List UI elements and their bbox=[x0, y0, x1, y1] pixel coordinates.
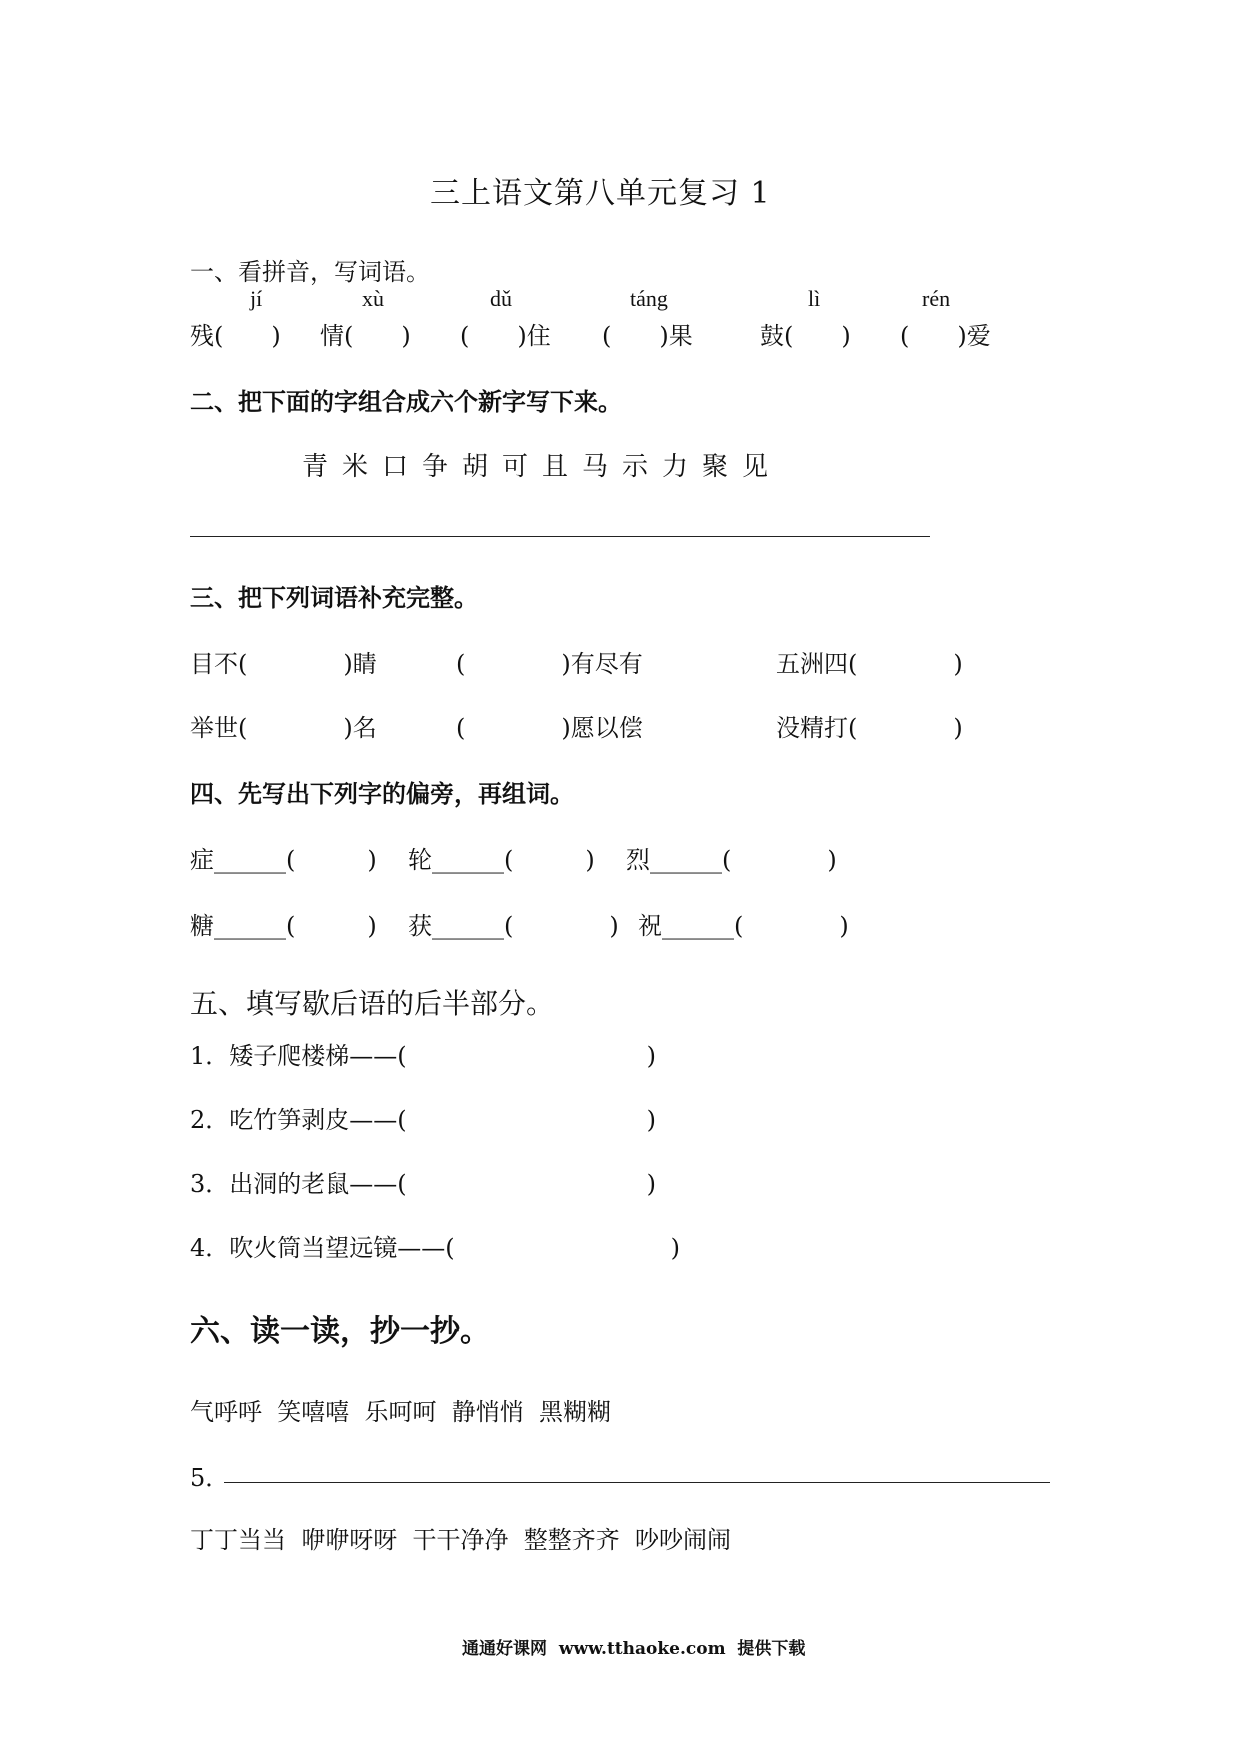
radical-blank-2[interactable]: 轮______( ) bbox=[408, 846, 595, 874]
radical-blank-6[interactable]: 祝______( ) bbox=[638, 912, 849, 940]
section-3-heading: 三、把下列词语补充完整。 bbox=[190, 583, 478, 612]
answer-line-section-6[interactable] bbox=[224, 1482, 1050, 1483]
idiom-blank-3[interactable]: 五洲四( ) bbox=[776, 650, 963, 678]
radical-blank-3[interactable]: 烈______( ) bbox=[626, 846, 837, 874]
idiom-blank-6[interactable]: 没精打( ) bbox=[776, 714, 963, 742]
idiom-blank-2[interactable]: ( )有尽有 bbox=[456, 650, 643, 678]
answer-line-number: 5． bbox=[190, 1464, 230, 1492]
component-characters: 青米口争胡可且马示力聚见 bbox=[302, 452, 783, 482]
pinyin-2: xù bbox=[362, 286, 384, 311]
section-6-heading: 六、读一读，抄一抄。 bbox=[190, 1314, 490, 1349]
radical-blank-5[interactable]: 获______( ) bbox=[408, 912, 619, 940]
xiehouyu-item-3[interactable]: 3．出洞的老鼠——( ) bbox=[190, 1170, 656, 1198]
pinyin-blank-1[interactable]: 残( ) bbox=[190, 322, 281, 350]
pinyin-blank-2[interactable]: 情( ) bbox=[320, 322, 411, 350]
idiom-blank-1[interactable]: 目不( )睛 bbox=[190, 650, 377, 678]
idiom-blank-4[interactable]: 举世( )名 bbox=[190, 714, 377, 742]
section-5-heading: 五、填写歇后语的后半部分。 bbox=[190, 987, 555, 1020]
answer-line-section-2[interactable] bbox=[190, 536, 930, 537]
copy-words-line-2: 丁丁当当 咿咿呀呀 干干净净 整整齐齐 吵吵闹闹 bbox=[190, 1526, 732, 1554]
section-4-heading: 四、先写出下列字的偏旁，再组词。 bbox=[190, 779, 574, 808]
pinyin-4: táng bbox=[630, 286, 668, 311]
copy-words-line-1: 气呼呼 笑嘻嘻 乐呵呵 静悄悄 黑糊糊 bbox=[190, 1398, 612, 1426]
footer-source: 通通好课网 www.tthaoke.com 提供下载 bbox=[462, 1639, 806, 1659]
pinyin-6: rén bbox=[922, 286, 951, 311]
pinyin-3: dǔ bbox=[490, 286, 512, 311]
xiehouyu-item-4[interactable]: 4．吹火筒当望远镜——( ) bbox=[190, 1234, 680, 1262]
section-1-heading: 一、看拼音，写词语。 bbox=[190, 258, 430, 286]
pinyin-blank-5[interactable]: 鼓( ) bbox=[760, 322, 851, 350]
section-2-heading: 二、把下面的字组合成六个新字写下来。 bbox=[190, 387, 622, 416]
pinyin-1: jí bbox=[250, 286, 263, 311]
xiehouyu-item-2[interactable]: 2．吃竹笋剥皮——( ) bbox=[190, 1106, 656, 1134]
radical-blank-4[interactable]: 糖______( ) bbox=[190, 912, 377, 940]
pinyin-5: lì bbox=[808, 286, 821, 311]
pinyin-blank-4[interactable]: ( )果 bbox=[602, 322, 693, 350]
radical-blank-1[interactable]: 症______( ) bbox=[190, 846, 377, 874]
pinyin-blank-3[interactable]: ( )住 bbox=[460, 322, 551, 350]
xiehouyu-item-1[interactable]: 1．矮子爬楼梯——( ) bbox=[190, 1042, 656, 1070]
pinyin-blank-6[interactable]: ( )爱 bbox=[900, 322, 991, 350]
page-title: 三上语文第八单元复习 1 bbox=[430, 176, 771, 211]
idiom-blank-5[interactable]: ( )愿以偿 bbox=[456, 714, 643, 742]
